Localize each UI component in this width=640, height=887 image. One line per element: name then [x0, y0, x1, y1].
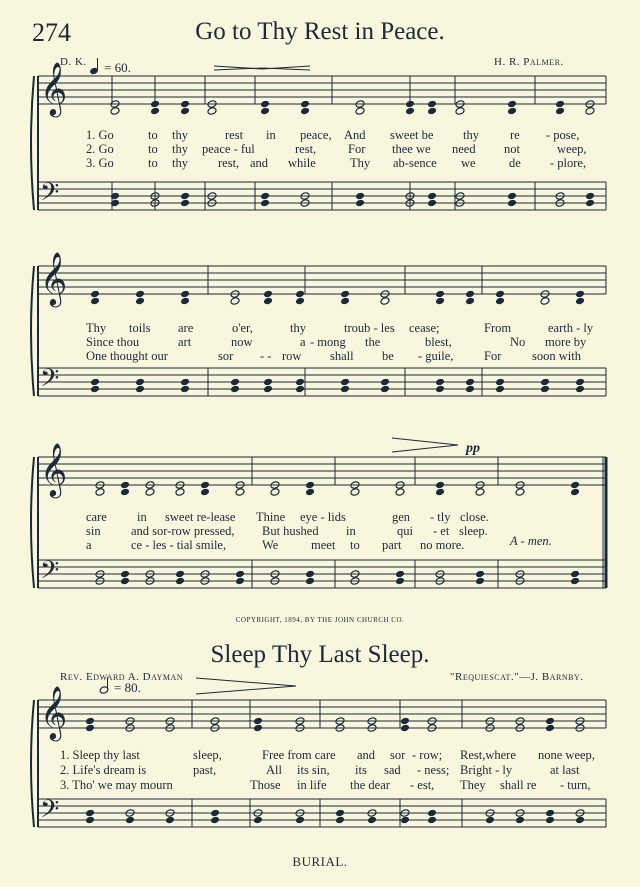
clef-icon: 𝄢 [40, 556, 60, 591]
lyric-syllable: the [365, 335, 381, 349]
note-head [120, 570, 130, 579]
note-head [465, 297, 475, 306]
note-head [85, 816, 95, 825]
lyric-syllable: And [344, 128, 366, 142]
note-head [270, 488, 280, 497]
lyric-syllable: its sin, [297, 763, 330, 777]
note-head [200, 481, 210, 490]
lyric-syllable: and sor-row pressed, [131, 524, 235, 538]
lyric-syllable: - pose, [546, 128, 580, 142]
note-head [427, 809, 437, 818]
lyric-syllable: thy [463, 128, 479, 142]
lyric-syllable: shall re [500, 778, 537, 792]
lyric-syllable: thy [172, 128, 188, 142]
amen-text: A - men. [510, 534, 552, 548]
note-head [335, 816, 345, 825]
note-head [150, 107, 160, 116]
lyric-syllable: Thine [256, 510, 286, 524]
lyric-syllable: Free from care [262, 748, 336, 762]
note-head [575, 297, 585, 306]
note-head [90, 297, 100, 306]
lyric-syllable: now [231, 335, 253, 349]
hymn1-music-credit: H. R. Palmer. [494, 56, 564, 68]
note-head [260, 192, 270, 201]
note-head [95, 488, 105, 497]
clef-icon: 𝄞 [40, 685, 68, 739]
lyric-syllable: sin [86, 524, 101, 538]
lyric-syllable: thy [290, 321, 306, 335]
lyric-syllable: earth - ly [548, 321, 594, 335]
note-head [540, 297, 550, 306]
note-head [340, 290, 350, 299]
lyric-syllable: - turn, [560, 778, 591, 792]
note-head [263, 378, 273, 387]
lyric-syllable: to [148, 142, 158, 156]
lyric-syllable: thy [172, 142, 188, 156]
note-head [427, 192, 437, 201]
note-head [253, 816, 263, 825]
lyric-syllable: rest [225, 128, 244, 142]
lyric-syllable: in life [297, 778, 327, 792]
lyric-syllable: But hushed [262, 524, 319, 538]
lyric-syllable: peace, [300, 128, 332, 142]
footer-label: BURIAL. [292, 854, 348, 869]
hymn2-tempo: = 80. [114, 680, 141, 695]
lyric-syllable: no more. [420, 538, 465, 552]
lyric-syllable: troub - les [344, 321, 395, 335]
lyric-syllable: - ness; [417, 763, 450, 777]
note-head [200, 488, 210, 497]
note-head [367, 816, 377, 825]
note-head [435, 481, 445, 490]
note-head [230, 385, 240, 394]
note-head [340, 378, 350, 387]
note-head [180, 290, 190, 299]
note-head [545, 724, 555, 733]
note-head [585, 199, 595, 208]
note-head [305, 570, 315, 579]
lyric-syllable: to [148, 128, 158, 142]
note-head [475, 570, 485, 579]
note-head [175, 488, 185, 497]
note-head [435, 378, 445, 387]
note-head [260, 100, 270, 109]
lyric-syllable: For [348, 142, 366, 156]
note-head [570, 488, 580, 497]
lyric-syllable: sleep, [193, 748, 222, 762]
lyric-syllable: thy [172, 156, 188, 170]
lyric-syllable: - tly [430, 510, 451, 524]
lyric-syllable: - - [260, 349, 272, 363]
note-head [395, 488, 405, 497]
note-head [175, 577, 185, 586]
clef-icon: 𝄢 [40, 178, 60, 213]
note-head [207, 107, 217, 116]
note-head [400, 724, 410, 733]
note-head [435, 385, 445, 394]
lyric-syllable: be [382, 349, 394, 363]
lyric-syllable: sor [390, 748, 406, 762]
note-head [555, 107, 565, 116]
lyric-syllable: sweet be [390, 128, 434, 142]
note-head [585, 192, 595, 201]
note-head [485, 816, 495, 825]
note-head [340, 297, 350, 306]
lyric-syllable: not [504, 142, 520, 156]
note-head [545, 816, 555, 825]
lyric-syllable: eye - lids [300, 510, 346, 524]
note-head [85, 724, 95, 733]
note-head [180, 199, 190, 208]
lyric-syllable: to [350, 538, 360, 552]
lyric-syllable: at last [550, 763, 580, 777]
lyric-syllable: sor [218, 349, 234, 363]
note-head [305, 577, 315, 586]
note-head [540, 378, 550, 387]
lyric-syllable: de [509, 156, 521, 170]
note-head [295, 297, 305, 306]
note-head [125, 816, 135, 825]
note-head [150, 100, 160, 109]
note-head [110, 107, 120, 116]
lyric-syllable: Those [250, 778, 281, 792]
lyric-syllable: close. [460, 510, 489, 524]
lyric-syllable: a [86, 538, 92, 552]
lyric-syllable: sweet re-lease [165, 510, 236, 524]
note-head [120, 577, 130, 586]
note-head [405, 107, 415, 116]
lyric-syllable: Thy [350, 156, 371, 170]
note-head [295, 290, 305, 299]
lyric-syllable: qui [397, 524, 413, 538]
lyric-syllable: toils [129, 321, 151, 335]
lyric-syllable: Bright - ly [460, 763, 513, 777]
lyric-syllable: - est, [410, 778, 435, 792]
lyric-syllable: From [484, 321, 512, 335]
note-head [515, 488, 525, 497]
lyric-syllable: 1. Go [86, 128, 114, 142]
note-head [230, 297, 240, 306]
note-head [427, 816, 437, 825]
clef-icon: 𝄢 [40, 364, 60, 399]
note-head [427, 100, 437, 109]
note-head [263, 385, 273, 394]
lyric-syllable: All [266, 763, 282, 777]
note-head [575, 385, 585, 394]
hymn1-tempo: = 60. [104, 60, 131, 75]
lyric-syllable: the dear [350, 778, 390, 792]
note-head [350, 488, 360, 497]
clef-icon: 𝄞 [40, 251, 68, 305]
lyric-syllable: in [266, 128, 276, 142]
lyric-syllable: They [460, 778, 486, 792]
note-head [235, 488, 245, 497]
note-head [253, 724, 263, 733]
note-head [210, 809, 220, 818]
lyric-syllable: and [250, 156, 269, 170]
lyric-syllable: past, [193, 763, 217, 777]
note-head [380, 378, 390, 387]
note-head [507, 199, 517, 208]
clef-icon: 𝄞 [40, 442, 68, 496]
lyric-syllable: Rest,where [460, 748, 516, 762]
note-head [180, 100, 190, 109]
note-head [355, 199, 365, 208]
lyric-syllable: shall [330, 349, 354, 363]
lyric-syllable: ab-sence [393, 156, 437, 170]
lyric-syllable: We [262, 538, 279, 552]
lyric-syllable: thee we [392, 142, 431, 156]
lyric-syllable: a [300, 335, 306, 349]
note-head [145, 488, 155, 497]
note-head [135, 385, 145, 394]
note-head [575, 290, 585, 299]
lyric-syllable: Thy [86, 321, 107, 335]
note-head [295, 378, 305, 387]
note-head [300, 107, 310, 116]
lyric-syllable: 3. Tho' we may mourn [60, 778, 173, 792]
hymn2-music-credit: "Requiescat."—J. Barnby. [450, 671, 584, 683]
lyric-syllable: o'er, [232, 321, 253, 335]
note-head [305, 481, 315, 490]
lyric-syllable: soon with [532, 349, 581, 363]
note-head [165, 816, 175, 825]
lyric-syllable: - row; [412, 748, 443, 762]
lyric-syllable: none weep, [538, 748, 595, 762]
note-head [340, 385, 350, 394]
note-head [260, 107, 270, 116]
note-head [295, 385, 305, 394]
lyric-syllable: peace - ful [202, 142, 255, 156]
note-head [585, 107, 595, 116]
note-head [475, 577, 485, 586]
lyric-syllable: ce - les - tial smile, [131, 538, 227, 552]
lyric-syllable: 2. Life's dream is [60, 763, 147, 777]
lyric-syllable: - et [433, 524, 450, 538]
lyric-syllable: are [178, 321, 194, 335]
lyric-syllable: 3. Go [86, 156, 114, 170]
note-head [295, 816, 305, 825]
clef-icon: 𝄢 [40, 795, 60, 830]
hymn1-title: Go to Thy Rest in Peace. [195, 18, 445, 45]
half-note-icon [89, 58, 99, 75]
lyric-syllable: its [355, 763, 367, 777]
lyric-syllable: One thought our [86, 349, 168, 363]
note-head [495, 385, 505, 394]
note-head [575, 378, 585, 387]
note-head [400, 717, 410, 726]
lyric-syllable: Since thou [86, 335, 140, 349]
note-head [495, 297, 505, 306]
note-head [85, 717, 95, 726]
note-head [355, 107, 365, 116]
hymn1-words-credit: D. K. [60, 56, 87, 68]
note-head [395, 577, 405, 586]
note-head [427, 199, 437, 208]
lyric-syllable: while [288, 156, 316, 170]
lyric-syllable: row [282, 349, 302, 363]
note-head [175, 570, 185, 579]
note-head [355, 192, 365, 201]
lyric-syllable: need [452, 142, 476, 156]
note-head [545, 717, 555, 726]
lyric-syllable: weep, [557, 142, 587, 156]
note-head [405, 100, 415, 109]
note-head [475, 488, 485, 497]
copyright-notice: COPYRIGHT, 1894, BY THE JOHN CHURCH CO. [235, 616, 405, 624]
hymn2-title: Sleep Thy Last Sleep. [210, 641, 430, 668]
note-head [400, 816, 410, 825]
note-head [435, 290, 445, 299]
lyric-syllable: re [510, 128, 520, 142]
lyric-syllable: - guile, [418, 349, 454, 363]
note-head [507, 107, 517, 116]
note-head [180, 297, 190, 306]
lyric-syllable: care [86, 510, 107, 524]
hymn2-words-credit: Rev. Edward A. Dayman [60, 671, 184, 683]
note-head [120, 488, 130, 497]
note-head [575, 816, 585, 825]
lyric-syllable: meet [311, 538, 336, 552]
lyric-syllable: and [357, 748, 376, 762]
note-head [230, 378, 240, 387]
note-head [235, 570, 245, 579]
note-head [235, 577, 245, 586]
note-head [495, 290, 505, 299]
note-head [495, 378, 505, 387]
lyric-syllable: rest, [218, 156, 240, 170]
note-head [515, 816, 525, 825]
note-head [555, 100, 565, 109]
lyric-syllable: sad [384, 763, 401, 777]
note-head [180, 107, 190, 116]
lyric-syllable: we [461, 156, 476, 170]
note-head [85, 809, 95, 818]
lyric-syllable: more by [545, 335, 587, 349]
lyric-syllable: in [346, 524, 356, 538]
note-head [335, 809, 345, 818]
page-number: 274 [32, 18, 71, 47]
note-head [300, 100, 310, 109]
lyric-syllable: in [137, 510, 147, 524]
note-head [180, 378, 190, 387]
note-head [570, 481, 580, 490]
lyric-syllable: For [484, 349, 502, 363]
note-head [305, 488, 315, 497]
lyric-syllable: art [178, 335, 192, 349]
note-head [465, 385, 475, 394]
note-head [540, 385, 550, 394]
dynamic-pp: pp [466, 441, 480, 456]
note-head [570, 570, 580, 579]
lyric-syllable: to [148, 156, 158, 170]
lyric-syllable: part [382, 538, 402, 552]
note-head [135, 297, 145, 306]
lyric-syllable: - mong [310, 335, 346, 349]
note-head [180, 192, 190, 201]
note-head [380, 385, 390, 394]
note-head [210, 816, 220, 825]
note-head [263, 290, 273, 299]
note-head [90, 378, 100, 387]
lyric-syllable: 2. Go [86, 142, 114, 156]
note-head [90, 385, 100, 394]
note-head [180, 385, 190, 394]
lyric-syllable: rest, [295, 142, 317, 156]
lyric-syllable: cease; [409, 321, 440, 335]
note-head [120, 481, 130, 490]
note-head [435, 488, 445, 497]
note-head [455, 107, 465, 116]
note-head [135, 290, 145, 299]
lyric-syllable: No [510, 335, 526, 349]
note-head [427, 107, 437, 116]
note-head [135, 378, 145, 387]
clef-icon: 𝄞 [40, 61, 68, 115]
note-head [260, 199, 270, 208]
note-head [263, 297, 273, 306]
lyric-syllable: blest, [425, 335, 452, 349]
note-head [465, 378, 475, 387]
note-head [545, 809, 555, 818]
note-head [395, 570, 405, 579]
note-head [507, 192, 517, 201]
note-head [465, 290, 475, 299]
lyric-syllable: - plore, [550, 156, 587, 170]
note-head [435, 297, 445, 306]
note-head [380, 297, 390, 306]
note-head [570, 577, 580, 586]
lyric-syllable: gen [392, 510, 411, 524]
note-head [90, 290, 100, 299]
note-head [507, 100, 517, 109]
note-head [253, 717, 263, 726]
lyric-syllable: 1. Sleep thy last [60, 748, 140, 762]
lyric-syllable: sleep. [459, 524, 488, 538]
